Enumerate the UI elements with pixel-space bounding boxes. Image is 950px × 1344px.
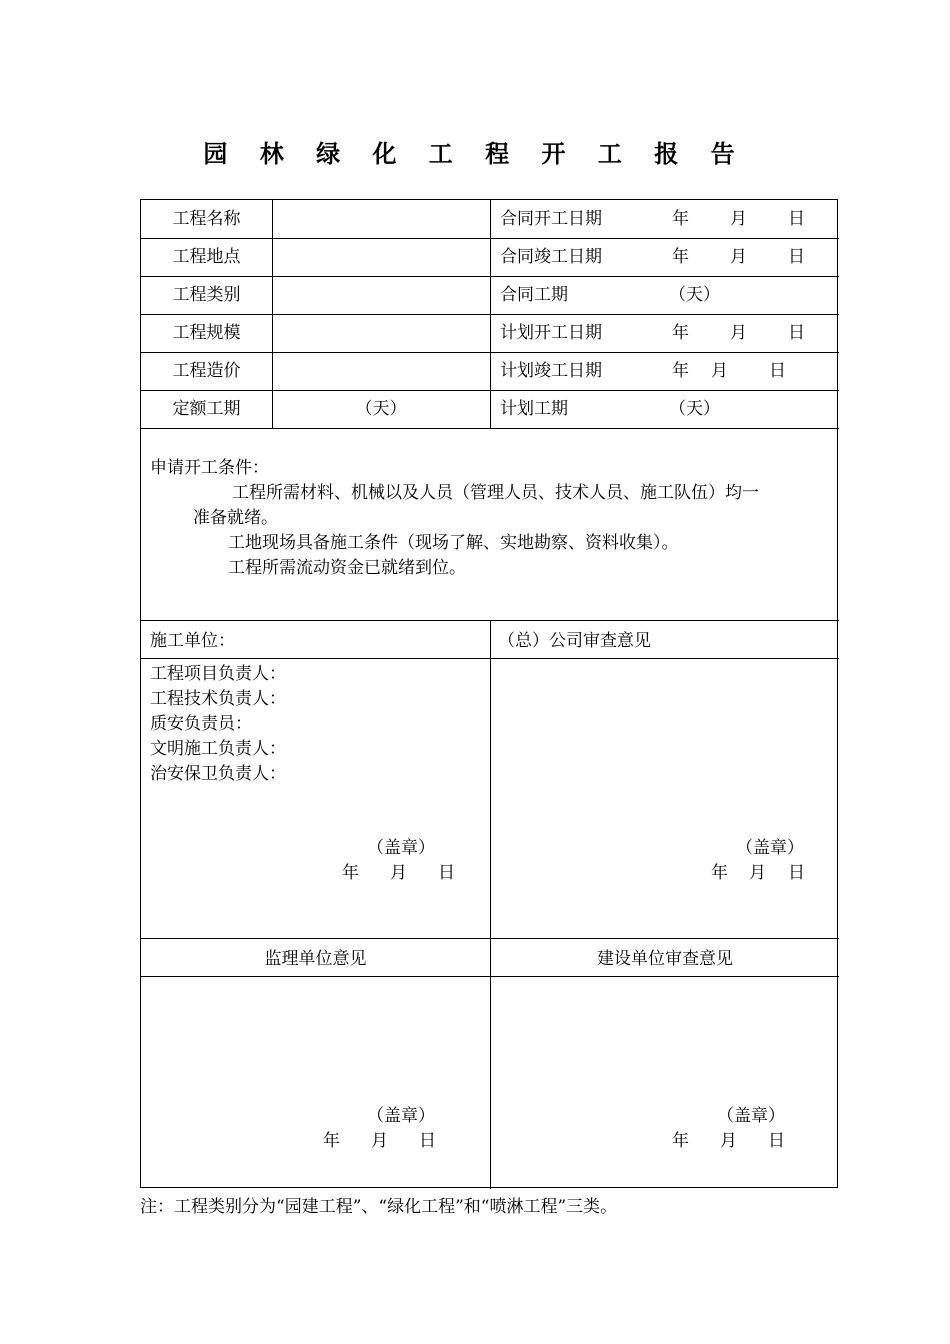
label-quota-duration: 定额工期 — [172, 399, 241, 419]
day-label: 日 — [788, 863, 805, 883]
year-label: 年 — [672, 209, 689, 229]
responsible-person-label: 质安负责员： — [150, 714, 252, 734]
seal-label: （盖章） — [717, 1106, 785, 1126]
responsible-person-label: 治安保卫负责人： — [150, 764, 286, 784]
month-label: 月 — [730, 247, 747, 267]
year-label: 年 — [342, 863, 359, 883]
condition-line: 工程所需材料、机械以及人员（管理人员、技术人员、施工队伍）均一 — [232, 483, 759, 503]
report-table — [140, 199, 838, 1188]
footnote: 注：工程类别分为“园建工程”、“绿化工程”和“喷淋工程”三类。 — [140, 1197, 618, 1217]
year-label: 年 — [672, 361, 689, 381]
col-divider — [272, 200, 273, 428]
label-planned-duration: 计划工期 — [500, 399, 568, 419]
label-contract-duration: 合同工期 — [500, 285, 568, 305]
day-label: 日 — [788, 323, 805, 343]
row-divider — [141, 428, 839, 429]
owner-review-heading: 建设单位审查意见 — [597, 949, 733, 969]
day-label: 日 — [768, 1131, 785, 1151]
month-label: 月 — [711, 361, 728, 381]
responsible-person-label: 文明施工负责人： — [150, 739, 286, 759]
year-label: 年 — [323, 1131, 340, 1151]
day-label: 日 — [419, 1131, 436, 1151]
label-planned-start: 计划开工日期 — [500, 323, 602, 343]
label-project-location: 工程地点 — [172, 247, 241, 267]
month-label: 月 — [730, 323, 747, 343]
year-label: 年 — [711, 863, 728, 883]
year-label: 年 — [672, 1131, 689, 1151]
days-unit: （天） — [669, 399, 720, 419]
month-label: 月 — [371, 1131, 388, 1151]
condition-line: 工地现场具备施工条件（现场了解、实地勘察、资料收集）。 — [228, 533, 679, 553]
seal-label: （盖章） — [367, 1106, 435, 1126]
responsible-person-label: 工程技术负责人： — [150, 689, 286, 709]
seal-label: （盖章） — [367, 838, 435, 858]
month-label: 月 — [730, 209, 747, 229]
label-project-cost: 工程造价 — [172, 361, 241, 381]
supervision-heading: 监理单位意见 — [264, 949, 367, 969]
label-project-name: 工程名称 — [172, 209, 241, 229]
day-label: 日 — [438, 863, 455, 883]
condition-line: 准备就绪。 — [193, 508, 278, 528]
month-label: 月 — [390, 863, 407, 883]
page-title: 园 林 绿 化 工 程 开 工 报 告 — [203, 139, 747, 168]
condition-line: 工程所需流动资金已就绪到位。 — [228, 558, 466, 578]
construction-unit-heading: 施工单位： — [150, 631, 235, 651]
company-review-heading: （总）公司审查意见 — [498, 631, 651, 651]
quota-duration-unit[interactable]: （天） — [355, 399, 407, 419]
year-label: 年 — [672, 323, 689, 343]
label-planned-end: 计划竣工日期 — [500, 361, 602, 381]
day-label: 日 — [788, 247, 805, 267]
responsible-person-label: 工程项目负责人： — [150, 664, 286, 684]
col-divider — [490, 200, 491, 428]
label-contract-end: 合同竣工日期 — [500, 247, 602, 267]
label-project-category: 工程类别 — [172, 285, 241, 305]
month-label: 月 — [749, 863, 766, 883]
col-divider — [490, 620, 491, 1189]
seal-label: （盖章） — [736, 838, 804, 858]
conditions-heading: 申请开工条件： — [150, 458, 269, 478]
label-contract-start: 合同开工日期 — [500, 209, 602, 229]
days-unit: （天） — [669, 285, 720, 305]
day-label: 日 — [788, 209, 805, 229]
label-project-scale: 工程规模 — [172, 323, 241, 343]
month-label: 月 — [720, 1131, 737, 1151]
day-label: 日 — [769, 361, 786, 381]
year-label: 年 — [672, 247, 689, 267]
